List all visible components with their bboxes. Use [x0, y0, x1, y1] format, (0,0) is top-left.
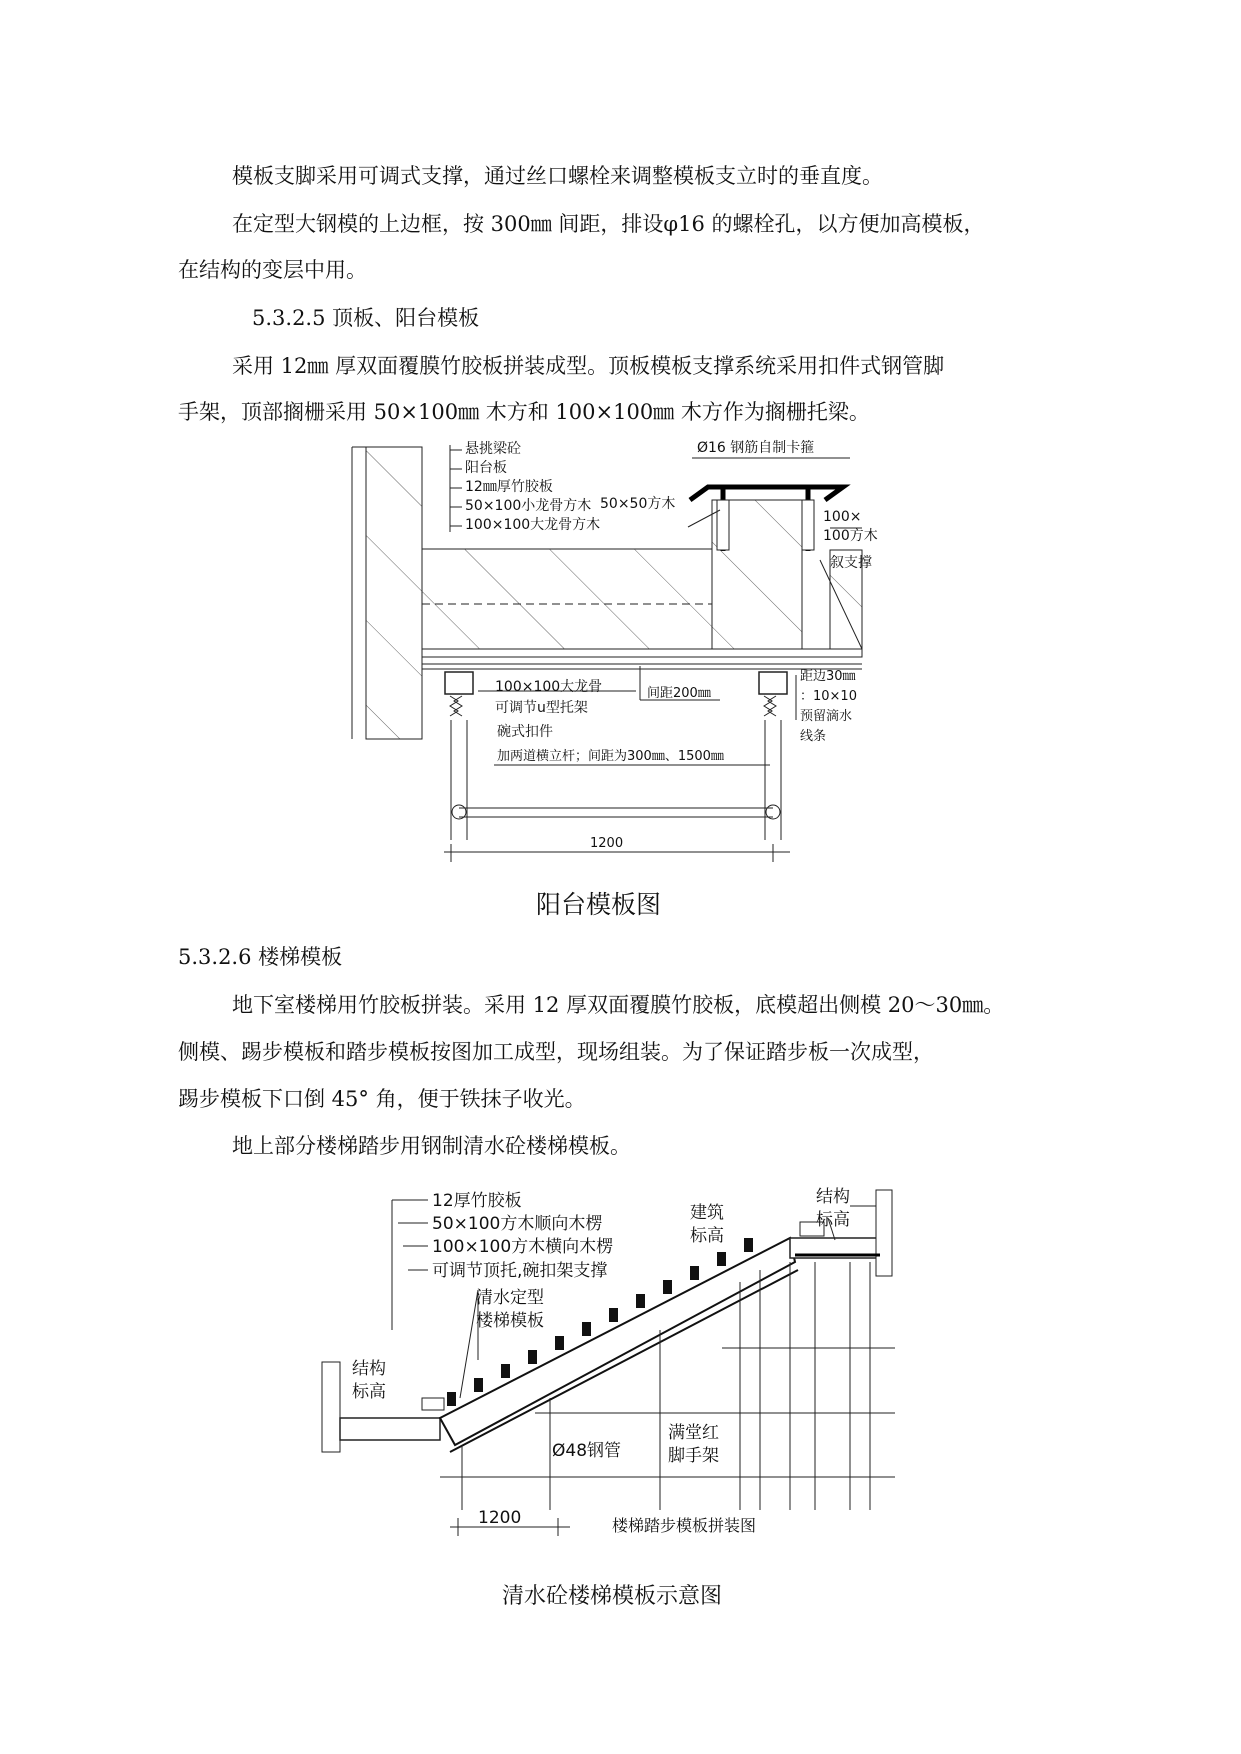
label-bowl-coupler: 碗式扣件	[497, 724, 553, 740]
label-adjustable-prop: 可调节顶托,碗扣架支撑	[432, 1261, 608, 1281]
label-building-level-a: 建筑	[690, 1203, 724, 1223]
label-bamboo-board: 12㎜厚竹胶板	[465, 479, 553, 495]
paragraph-slab-formwork: 采用 12㎜ 厚双面覆膜竹胶板拼装成型。顶板模板支撑系统采用扣件式钢管脚	[232, 354, 945, 378]
label-stair-form-a: 清水定型	[476, 1288, 544, 1308]
label-50x100-joist: 50×100方木顺向木楞	[432, 1214, 603, 1234]
label-structural-level-right-a: 结构	[816, 1187, 850, 1207]
label-cross-bars: 加两道横立杆；间距为300㎜、1500㎜	[497, 749, 724, 764]
label-small-joist: 50×100小龙骨方木	[465, 498, 592, 514]
label-100-timber-a: 100×	[823, 509, 862, 525]
balcony-figure-caption: 阳台模板图	[536, 890, 662, 919]
label-rebar-clamp: Ø16 钢筋自制卡箍	[697, 440, 815, 456]
label-structural-level-left-a: 结构	[352, 1359, 386, 1379]
label-drip-line: 线条	[800, 729, 827, 744]
label-spacing-200: 间距200㎜	[647, 686, 711, 701]
label-diagonal-brace: 叙支撑	[830, 555, 872, 571]
label-structural-level-left-b: 标高	[352, 1382, 386, 1402]
balcony-dimension: 1200	[590, 836, 624, 851]
label-50x50-timber: 50×50方木	[600, 496, 676, 512]
label-big-keel: 100×100大龙骨	[495, 679, 603, 695]
label-edge-30: 距边30㎜	[800, 669, 856, 684]
section-heading-5325: 5.3.2.5 顶板、阳台模板	[252, 306, 480, 330]
label-100x100-joist: 100×100方木横向木楞	[432, 1237, 614, 1257]
label-full-scaffold-b: 脚手架	[668, 1446, 719, 1466]
label-12-bamboo: 12厚竹胶板	[432, 1191, 522, 1211]
paragraph-stair-basement-cont2: 踢步模板下口倒 45° 角，便于铁抹子收光。	[178, 1087, 586, 1111]
paragraph-stair-basement: 地下室楼梯用竹胶板拼装。采用 12 厚双面覆膜竹胶板，底模超出侧模 20～30㎜。	[232, 993, 1005, 1017]
paragraph-bolt-holes-cont: 在结构的变层中用。	[178, 258, 367, 282]
label-full-scaffold-a: 满堂红	[668, 1423, 719, 1443]
label-structural-level-right-b: 标高	[816, 1210, 850, 1230]
label-balcony-slab: 阳台板	[465, 460, 507, 476]
label-cantilever-beam: 悬挑梁砼	[465, 441, 521, 457]
label-u-head: 可调节u型托架	[495, 700, 588, 716]
label-step-assembly: 楼梯踏步模板拼装图	[612, 1516, 757, 1535]
paragraph-stair-basement-cont1: 侧模、踢步模板和踏步模板按图加工成型，现场组装。为了保证踏步板一次成型，	[178, 1040, 934, 1064]
label-drip-groove: 预留滴水	[800, 709, 853, 724]
label-10x10: ：10×10	[800, 689, 857, 704]
stair-dimension: 1200	[478, 1508, 522, 1528]
paragraph-bolt-holes: 在定型大钢模的上边框，按 300㎜ 间距，排设φ16 的螺栓孔，以方便加高模板，	[232, 212, 985, 236]
paragraph-slab-formwork-cont: 手架，顶部搁栅采用 50×100㎜ 木方和 100×100㎜ 木方作为搁栅托梁。	[178, 400, 870, 424]
label-big-joist: 100×100大龙骨方木	[465, 517, 601, 533]
section-heading-5326: 5.3.2.6 楼梯模板	[178, 945, 343, 969]
label-building-level-b: 标高	[690, 1226, 724, 1246]
stair-figure-caption: 清水砼楼梯模板示意图	[502, 1584, 723, 1609]
label-48-pipe: Ø48钢管	[552, 1441, 622, 1461]
paragraph-support: 模板支脚采用可调式支撑，通过丝口螺栓来调整模板支立时的垂直度。	[232, 164, 883, 188]
label-100-timber-b: 100方木	[823, 528, 878, 544]
paragraph-stair-above-ground: 地上部分楼梯踏步用钢制清水砼楼梯模板。	[232, 1134, 631, 1158]
label-stair-form-b: 楼梯模板	[476, 1311, 544, 1331]
